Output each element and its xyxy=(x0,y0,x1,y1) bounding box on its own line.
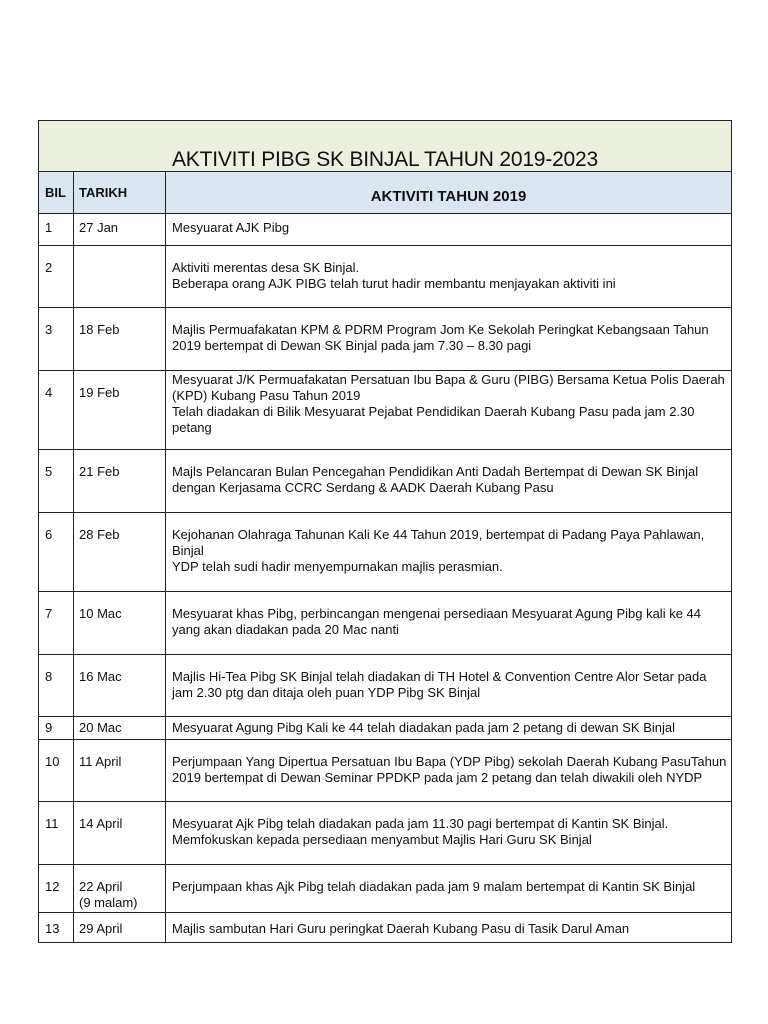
row-aktiviti: Majlis Hi-Tea Pibg SK Binjal telah diadakan di TH Hotel & Convention Centre Alor Setar pada jam 2.30 ptg dan ditaja oleh puan YDP Pibg SK Binjal xyxy=(166,655,732,717)
row-tarikh: 16 Mac xyxy=(74,655,166,717)
row-tarikh: 19 Feb xyxy=(74,371,166,450)
row-bil: 2 xyxy=(39,246,74,308)
row-tarikh: 11 April xyxy=(74,740,166,802)
row-bil: 8 xyxy=(39,655,74,717)
row-tarikh: 29 April xyxy=(74,913,166,943)
row-tarikh: 28 Feb xyxy=(74,513,166,592)
row-aktiviti: Mesyuarat Ajk Pibg telah diadakan pada jam 11.30 pagi bertempat di Kantin SK Binjal. Memfokuskan kepada persediaan menyambut Majlis Hari Guru SK Binjal xyxy=(166,802,732,865)
table-row xyxy=(39,740,732,802)
table-row xyxy=(39,214,732,246)
row-aktiviti: Mesyuarat J/K Permuafakatan Persatuan Ibu Bapa & Guru (PIBG) Bersama Ketua Polis Daerah (KPD) Kubang Pasu Tahun 2019 Telah diadakan di Bilik Mesyuarat Pejabat Pendidikan Daerah Kubang Pasu pada jam 2.30 petang xyxy=(166,371,732,450)
row-bil: 12 xyxy=(39,865,74,913)
row-aktiviti: Mesyuarat khas Pibg, perbincangan mengenai persediaan Mesyuarat Agung Pibg kali ke 44 yang akan diadakan pada 20 Mac nanti xyxy=(166,592,732,655)
row-aktiviti: Perjumpaan khas Ajk Pibg telah diadakan pada jam 9 malam bertempat di Kantin SK Binjal xyxy=(166,865,732,913)
row-bil: 5 xyxy=(39,450,74,513)
table-row xyxy=(39,802,732,865)
row-bil: 4 xyxy=(39,371,74,450)
title-row xyxy=(39,121,732,172)
row-aktiviti: Majlis Permuafakatan KPM & PDRM Program Jom Ke Sekolah Peringkat Kebangsaan Tahun 2019 bertempat di Dewan SK Binjal pada jam 7.30 – 8.30 pagi xyxy=(166,308,732,371)
table-row xyxy=(39,655,732,717)
row-tarikh: 20 Mac xyxy=(74,717,166,740)
table-row xyxy=(39,913,732,943)
row-aktiviti: Mesyuarat Agung Pibg Kali ke 44 telah diadakan pada jam 2 petang di dewan SK Binjal xyxy=(166,717,732,740)
table-row xyxy=(39,450,732,513)
row-tarikh: 22 April (9 malam) xyxy=(74,865,166,913)
table-row xyxy=(39,246,732,308)
row-bil: 10 xyxy=(39,740,74,802)
table-row xyxy=(39,717,732,740)
page-title: AKTIVITI PIBG SK BINJAL TAHUN 2019-2023 xyxy=(172,148,598,171)
row-bil: 13 xyxy=(39,913,74,943)
header-aktiviti: AKTIVITI TAHUN 2019 xyxy=(166,172,732,214)
table-row xyxy=(39,513,732,592)
header-tarikh: TARIKH xyxy=(74,172,166,214)
row-bil: 9 xyxy=(39,717,74,740)
row-tarikh: 21 Feb xyxy=(74,450,166,513)
table-row xyxy=(39,865,732,913)
row-bil: 3 xyxy=(39,308,74,371)
row-bil: 11 xyxy=(39,802,74,865)
row-aktiviti: Kejohanan Olahraga Tahunan Kali Ke 44 Tahun 2019, bertempat di Padang Paya Pahlawan, Binjal YDP telah sudi hadir menyempurnakan majlis perasmian. xyxy=(166,513,732,592)
row-tarikh xyxy=(74,246,166,308)
table-row xyxy=(39,592,732,655)
table-row xyxy=(39,371,732,450)
row-tarikh: 14 April xyxy=(74,802,166,865)
row-aktiviti: Majlis sambutan Hari Guru peringkat Daerah Kubang Pasu di Tasik Darul Aman xyxy=(166,913,732,943)
row-aktiviti: Aktiviti merentas desa SK Binjal. Beberapa orang AJK PIBG telah turut hadir membantu menjayakan aktiviti ini xyxy=(166,246,732,308)
row-tarikh: 27 Jan xyxy=(74,214,166,246)
row-bil: 7 xyxy=(39,592,74,655)
activity-sheet xyxy=(38,120,731,943)
header-bil: BIL xyxy=(39,172,74,214)
row-bil: 6 xyxy=(39,513,74,592)
table-row xyxy=(39,308,732,371)
row-tarikh: 10 Mac xyxy=(74,592,166,655)
row-tarikh: 18 Feb xyxy=(74,308,166,371)
activity-table xyxy=(38,120,732,943)
title-cell xyxy=(39,121,732,172)
row-aktiviti: Perjumpaan Yang Dipertua Persatuan Ibu Bapa (YDP Pibg) sekolah Daerah Kubang PasuTahun 2019 bertempat di Dewan Seminar PPDKP pada jam 2 petang dan telah diwakili oleh NYDP xyxy=(166,740,732,802)
row-aktiviti: Mesyuarat AJK Pibg xyxy=(166,214,732,246)
header-row xyxy=(39,172,732,214)
row-aktiviti: Majls Pelancaran Bulan Pencegahan Pendidikan Anti Dadah Bertempat di Dewan SK Binjal dengan Kerjasama CCRC Serdang & AADK Daerah Kubang Pasu xyxy=(166,450,732,513)
row-bil: 1 xyxy=(39,214,74,246)
